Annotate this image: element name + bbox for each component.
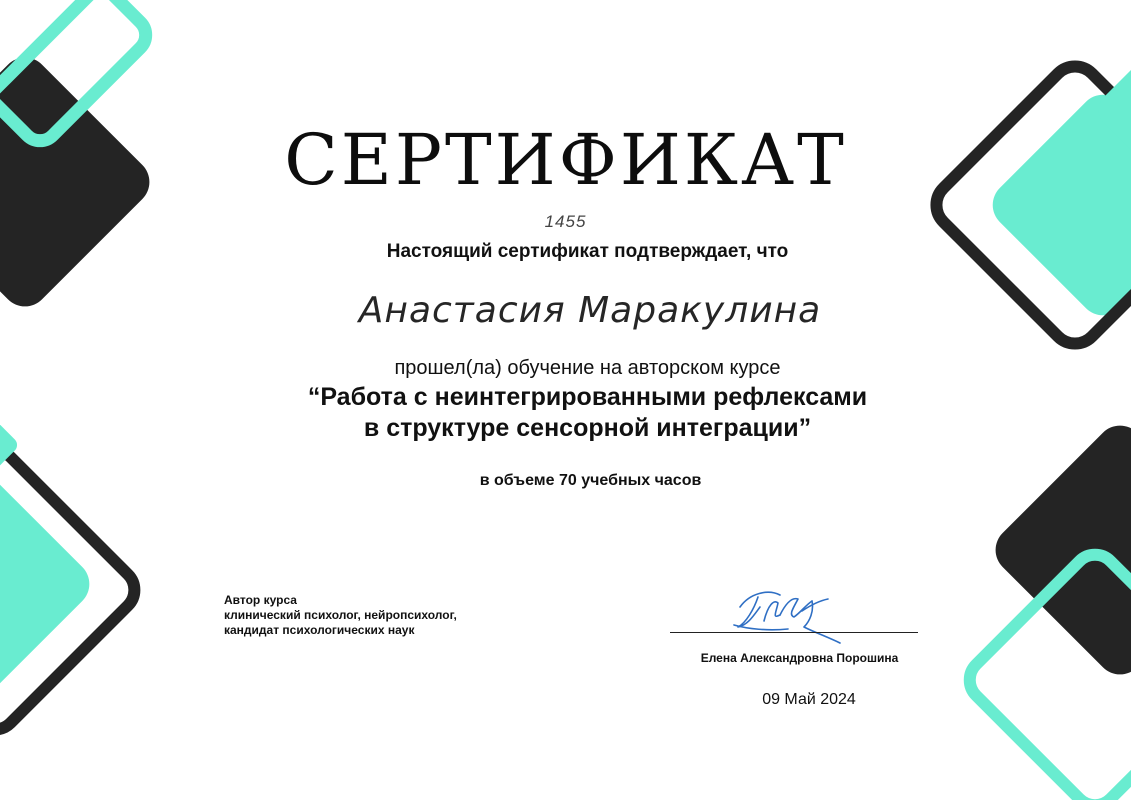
issue-date: 09 Май 2024 [762,691,856,708]
signature-line [670,632,918,633]
signature [728,585,848,645]
author-degree: кандидат психологических наук [224,623,415,637]
certificate-number: 1455 [544,212,587,231]
author-role: клинический психолог, нейропсихолог, [224,608,457,622]
signer-name: Елена Александровна Порошина [700,651,899,665]
course-intro: прошел(ла) обучение на авторском курсе [394,357,781,379]
course-title [0,382,1131,444]
course-hours: в объеме 70 учебных часов [479,472,702,489]
author-label: Автор курса [224,593,297,607]
author-block [224,593,457,638]
decor-right-bottom-dark-square [986,416,1131,685]
recipient-name: Анастасия Маракулина [358,290,822,331]
certificate-title: СЕРТИФИКАТ [284,119,847,201]
course-title-line-1: “Работа с неинтегрированными рефлексами [307,383,868,411]
certificate-intro: Настоящий сертификат подтверждает, что [386,241,789,262]
course-title-line-2: в структуре сенсорной интеграции” [363,414,812,442]
